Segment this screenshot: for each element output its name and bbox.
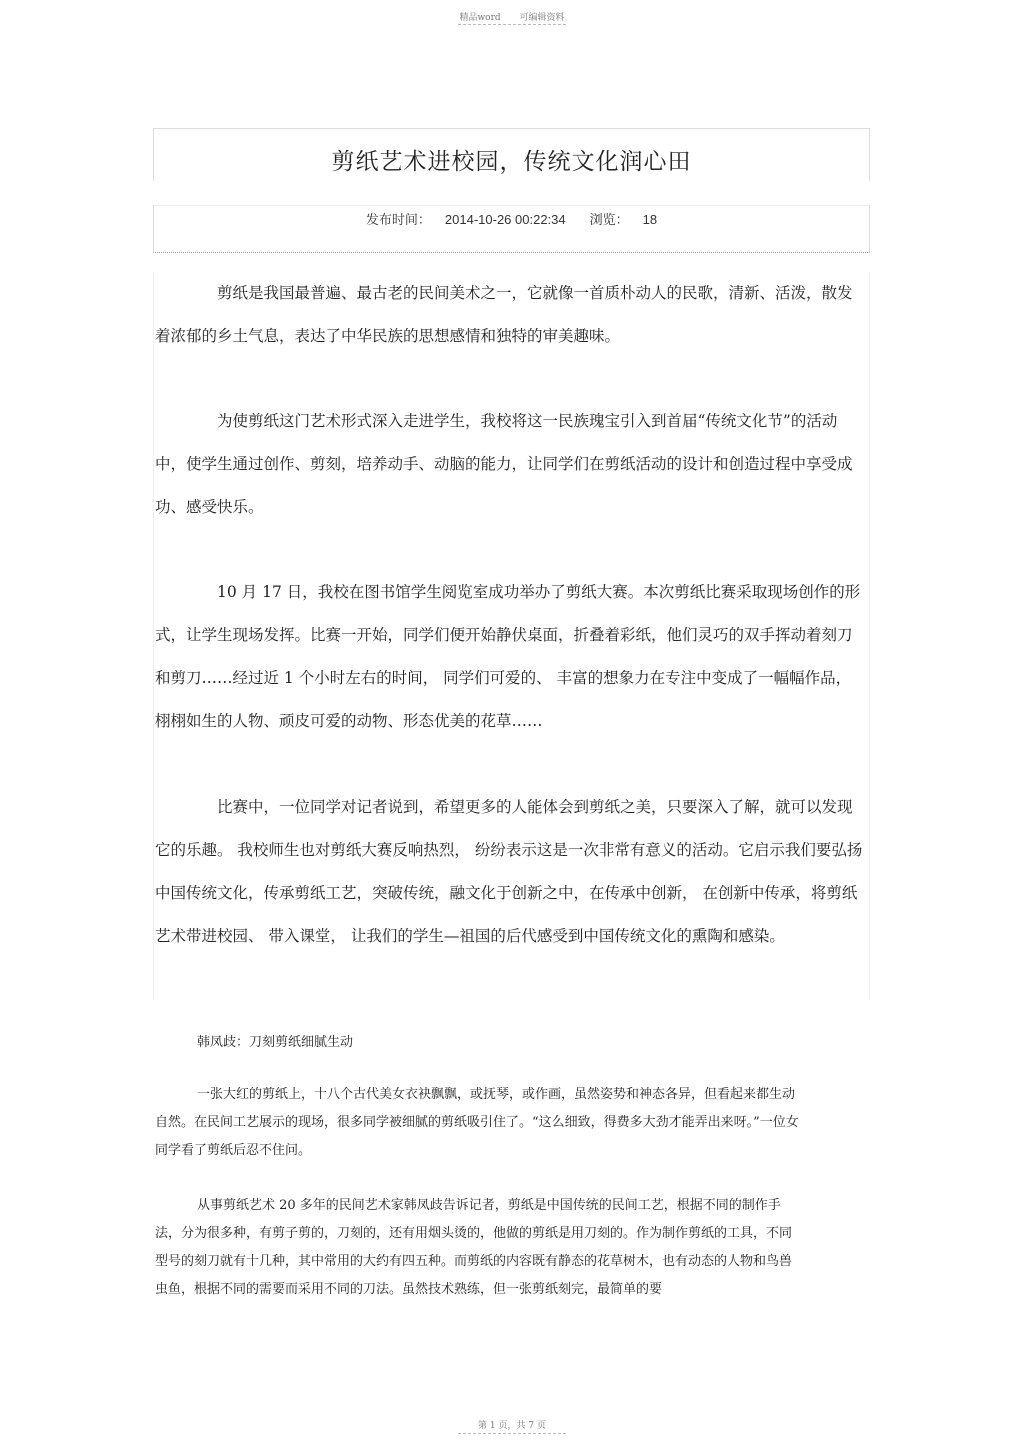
article-paragraph-6: 从事剪纸艺术 20 多年的民间艺术家韩凤歧告诉记者，剪纸是中国传统的民间工艺，根据不同的制作手法，分为很多种，有剪子剪的，刀刻的，还有用烟头烫的，他做的剪纸是用刀刻的。作为制作剪纸的工具，不同型号的刻刀就有十几种，其中常用的大约有四五种。而剪纸的内容既有静态的花草树木，也有动态的人物和鸟兽虫鱼，根据不同的需要而采用不同的刀法。虽然技术熟练，但一张剪纸刻完，最简单的要: [155, 1198, 793, 1297]
publish-time-label: 发布时间：: [365, 213, 431, 228]
header-divider: [458, 24, 566, 25]
header-right-text: 可编辑资料: [519, 13, 565, 23]
views-label: 浏览：: [589, 213, 629, 228]
article-title: 剪纸艺术进校园，传统文化润心田: [331, 149, 692, 175]
article-paragraph-2: 为使剪纸这门艺术形式深入走进学生，我校将这一民族瑰宝引入到首届“传统文化节”的活动中，使学生通过创作、剪刻，培养动手、动脑的能力，让同学们在剪纸活动的设计和创造过程中享受成功、感受快乐。: [155, 412, 853, 516]
publish-time-value: 2014-10-26 00:22:34: [444, 212, 566, 227]
footer-divider: [458, 1433, 566, 1434]
article-paragraph-1: 剪纸是我国最普遍、最古老的民间美术之一，它就像一首质朴动人的民歌，清新、活泼，散发着浓郁的乡土气息，表达了中华民族的思想感情和独特的审美趣味。: [155, 284, 853, 345]
views-count: 18: [642, 212, 658, 227]
article-paragraph-3: 10 月 17 日，我校在图书馆学生阅览室成功举办了剪纸大赛。本次剪纸比赛采取现场创作的形式，让学生现场发挥。比赛一开始，同学们便开始静伏桌面，折叠着彩纸，他们灵巧的双手挥动着刻刀和剪刀……经过近 1 个小时左右的时间， 同学们可爱的、 丰富的想象力在专注中变成了一幅幅作品，栩栩如生的人物、顽皮可爱的动物、形态优美的花草……: [155, 583, 861, 730]
section-subheading: 韩凤歧：刀刻剪纸细腻生动: [197, 1035, 354, 1050]
article-paragraph-5: 一张大红的剪纸上，十八个古代美女衣袂飘飘，或抚琴，或作画，虽然姿势和神态各异，但看起来都生动自然。在民间工艺展示的现场，很多同学被细腻的剪纸吸引住了。“这么细致，得费多大劲才能弄出来呀。”一位女同学看了剪纸后忍不住问。: [155, 1087, 799, 1158]
article-paragraph-4: 比赛中，一位同学对记者说到，希望更多的人能体会到剪纸之美，只要深入了解，就可以发现它的乐趣。 我校师生也对剪纸大赛反响热烈， 纷纷表示这是一次非常有意义的活动。它启示我们要弘扬中国传统文化，传承剪纸工艺，突破传统，融文化于创新之中，在传承中创新， 在创新中传承，将剪纸艺术带进校园、 带入课堂， 让我们的学生—祖国的后代感受到中国传统文化的熏陶和感染。: [155, 798, 863, 945]
page-header: [0, 10, 1024, 23]
article-meta: [153, 209, 870, 228]
page-footer: 第 1 页，共 7 页: [478, 1421, 546, 1431]
header-left-text: 精品word: [459, 13, 501, 23]
